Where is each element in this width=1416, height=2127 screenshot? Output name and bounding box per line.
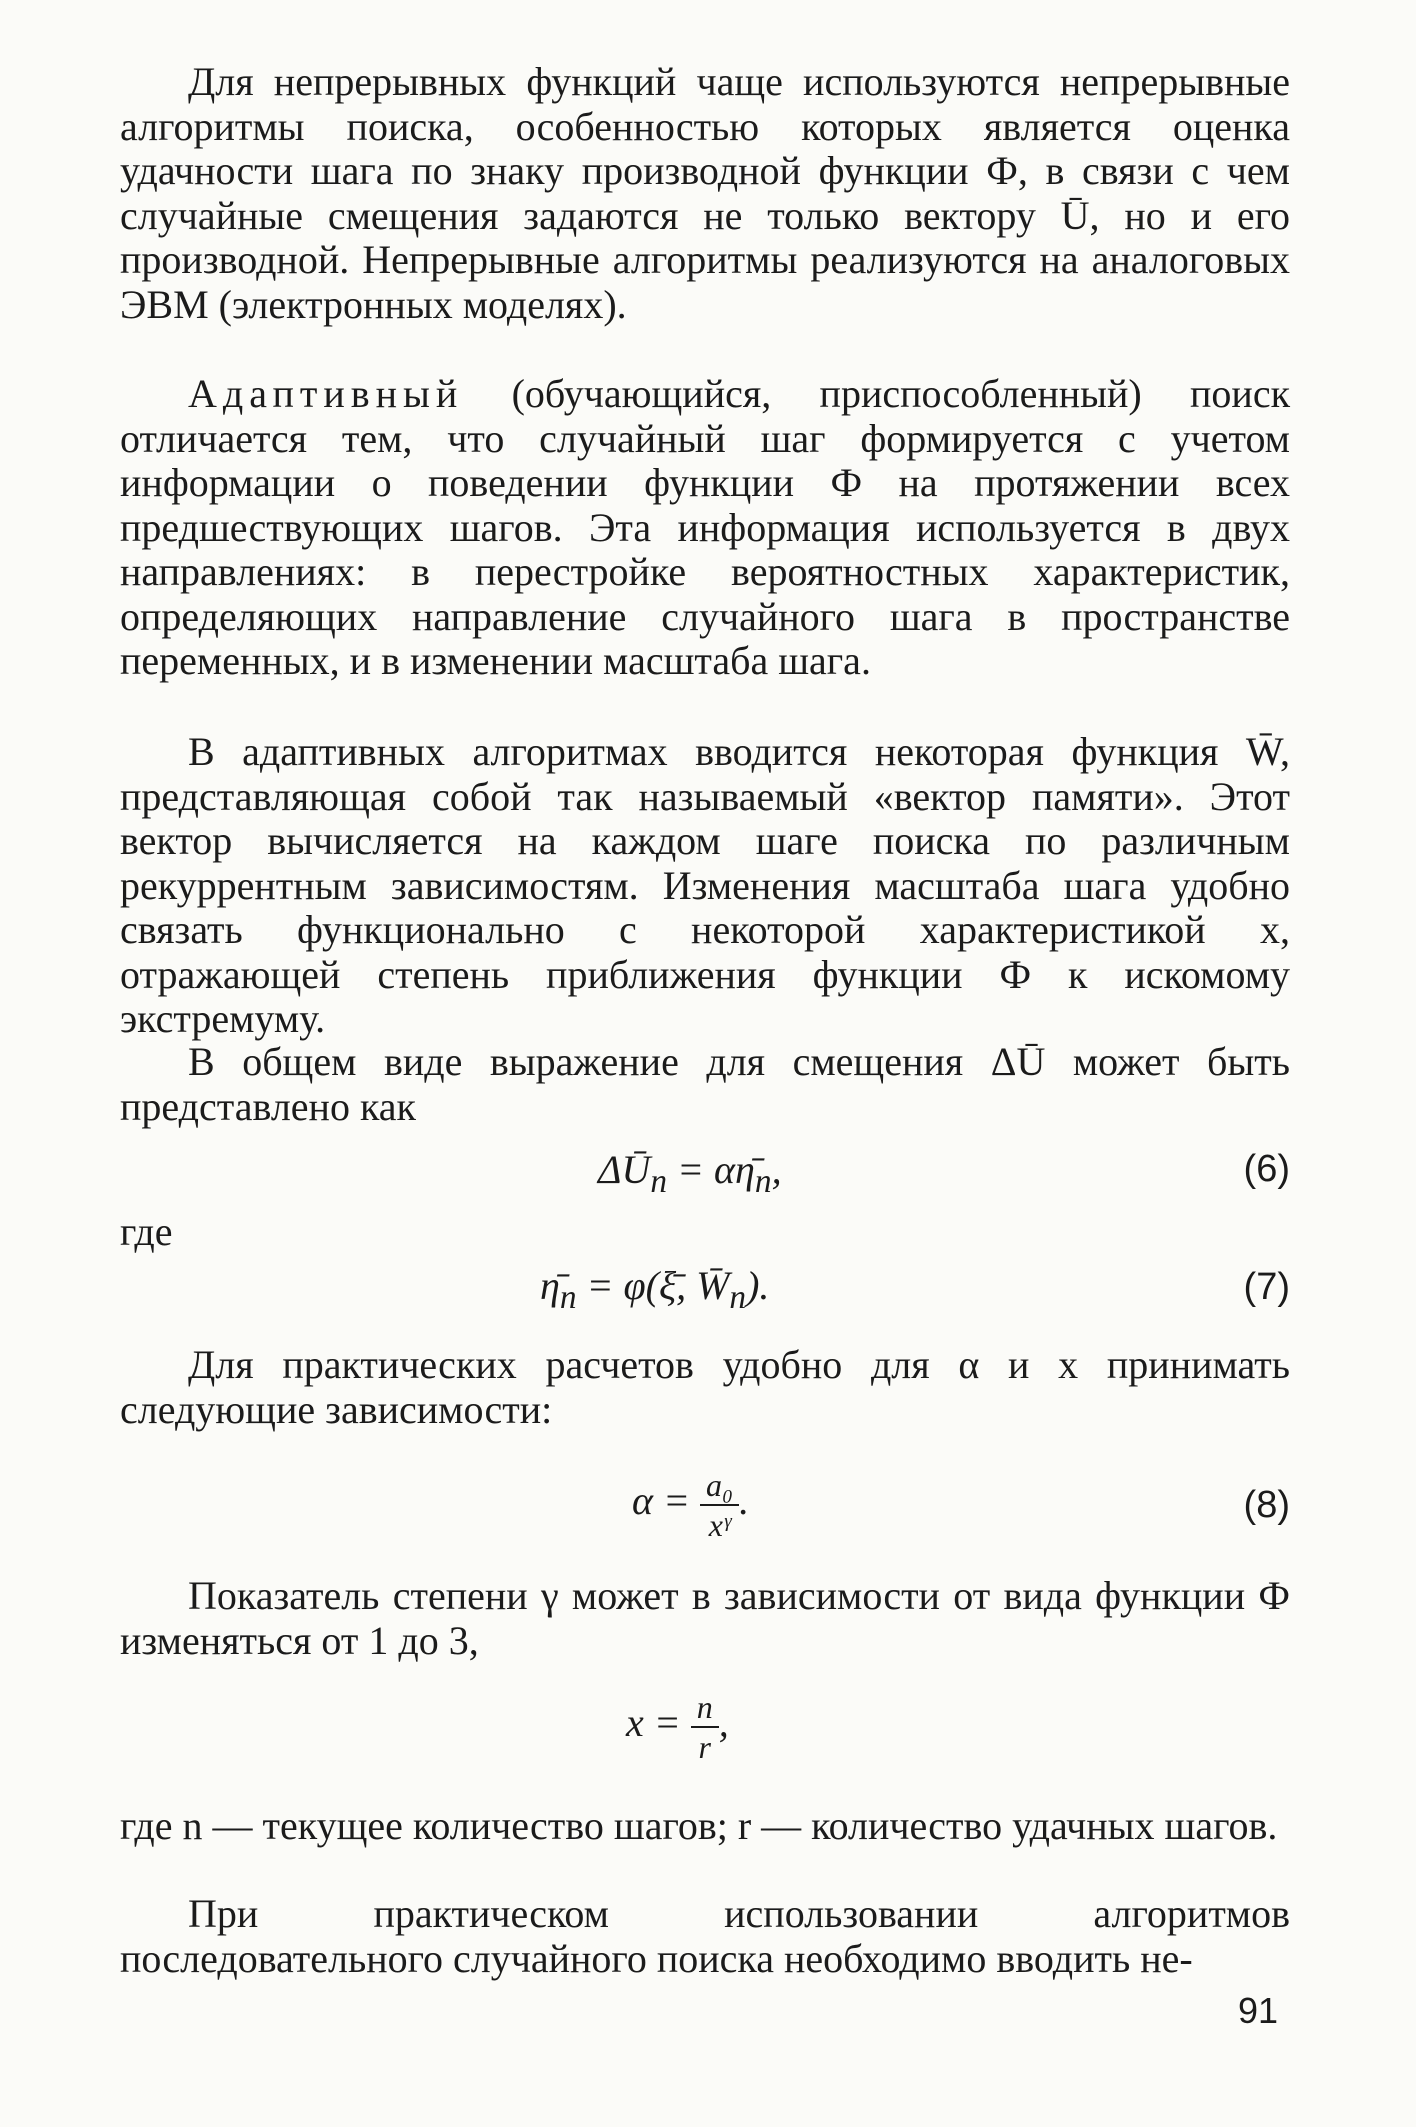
equation-x: x = $\frac{n}{r}$ , — [626, 1689, 729, 1765]
term-adaptive: Адаптивный — [188, 371, 464, 416]
where-label: где — [120, 1209, 173, 1254]
paragraph-exponent: Показатель степени γ может в зависимости от вида функции Ф изменяться от 1 до 3, — [120, 1573, 1290, 1663]
equation-6: $\Delta Ū_n$ = $\alpha\etā_n$, — [598, 1147, 782, 1200]
paragraph-sequential-search: При практическом использовании алгоритмов последовательного случайного поиска необходимо вводить не- — [120, 1891, 1290, 1981]
equation-7-number: (7) — [1243, 1266, 1290, 1308]
paragraph-step-counts: где n — текущее количество шагов; r — количество удачных шагов. — [120, 1803, 1278, 1848]
page-number: 91 — [1237, 1990, 1278, 2031]
equation-6-number: (6) — [1243, 1148, 1290, 1190]
equation-7: $\etā_n$ = φ(ξ̄, $W̄_n$). — [540, 1263, 770, 1316]
paragraph-adaptive-search-rest: (обучающийся, приспособленный) поиск отличается тем, что случайный шаг формируется с учетом информации о поведении функции Ф на протяжении всех предшествующих шагов. Эта информация используется в двух направлениях: в перестройке вероятностных характеристик, определяющих направление случайного шага в пространстве переменных, и в изменении масштаба шага. — [120, 371, 1290, 683]
equation-8-number: (8) — [1243, 1484, 1290, 1526]
paragraph-practical-relations: Для практических расчетов удобно для α и x принимать следующие зависимости: — [120, 1342, 1290, 1432]
paragraph-adaptive-search — [120, 372, 1290, 684]
paragraph-displacement: В общем виде выражение для смещения ΔŪ может быть представлено как — [120, 1039, 1290, 1129]
paragraph-continuous-algorithms: Для непрерывных функций чаще используются непрерывные алгоритмы поиска, особенностью которых является оценка удачности шага по знаку производной функции Ф, в связи с чем случайные смещения задаются не только вектору Ū, но и его производной. Непрерывные алгоритмы реализуются на аналоговых ЭВМ (электронных моделях). — [120, 59, 1290, 327]
paragraph-memory-vector: В адаптивных алгоритмах вводится некоторая функция W̄, представляющая собой так называемый «вектор памяти». Этот вектор вычисляется на каждом шаге поиска по различным рекуррентным зависимостям. Изменения масштаба шага удобно связать функционально с некоторой характеристикой x, отражающей степень приближения функции Ф к искомому экстремуму. — [120, 729, 1290, 1041]
equation-8: α = $\frac{\text{a₀}}{\text{xᵞ}}$ . — [632, 1467, 750, 1543]
